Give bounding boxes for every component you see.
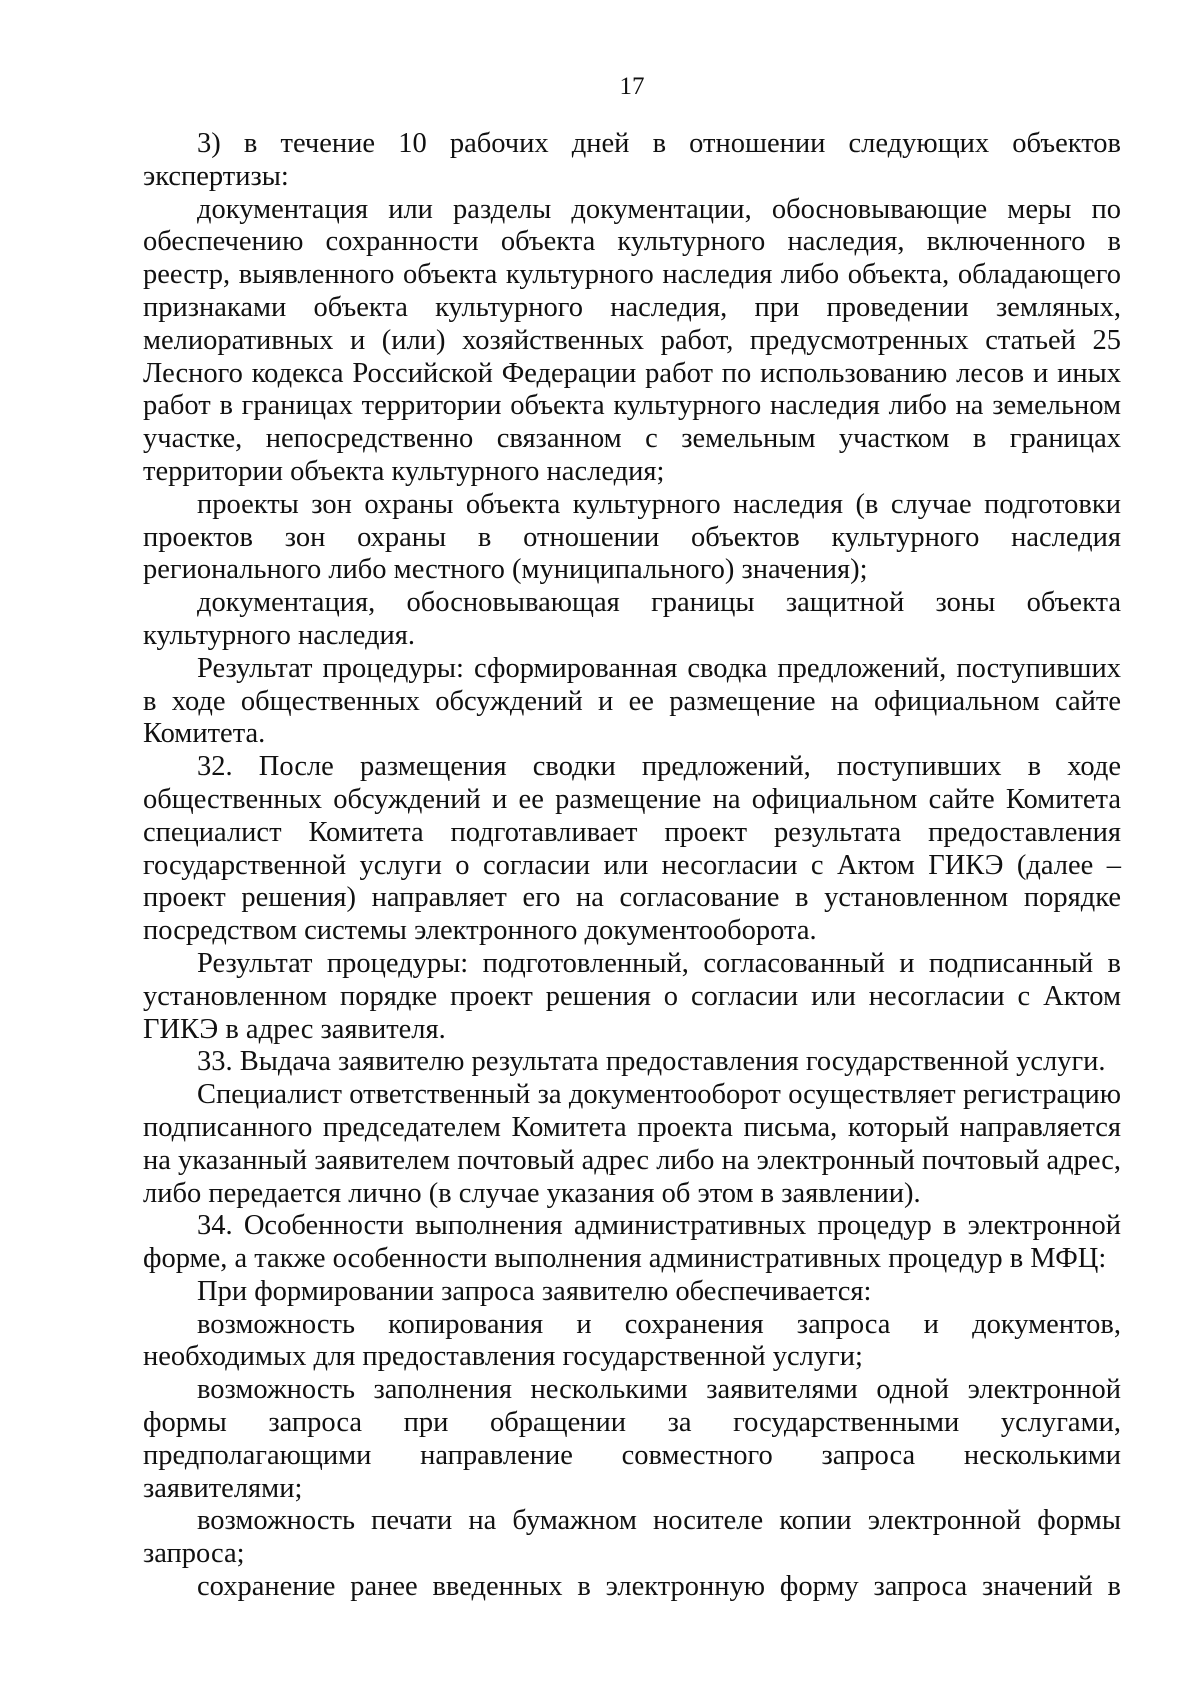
paragraph: 33. Выдача заявителю результата предоставления государственной услуги. xyxy=(197,1046,1106,1078)
paragraph: Результат процедуры: подготовленный, согласованный и подписанный в установленном порядке проект решения о согласии или несогласии с Актом ГИКЭ в адрес заявителя. xyxy=(143,947,1121,1045)
paragraph: Результат процедуры: сформированная сводка предложений, поступивших в ходе общественных обсуждений и ее размещение на официальном сайте Комитета. xyxy=(143,652,1121,750)
paragraph: возможность копирования и сохранения запроса и документов, необходимых для предоставления государственной услуги; xyxy=(143,1308,1121,1373)
paragraph: При формировании запроса заявителю обеспечивается: xyxy=(197,1275,872,1307)
paragraph: сохранение ранее введенных в электронную форму запроса значений в xyxy=(197,1571,1121,1603)
paragraph: документация, обосновывающая границы защитной зоны объекта культурного наследия. xyxy=(143,587,1121,651)
paragraph: проекты зон охраны объекта культурного наследия (в случае подготовки проектов зон охраны в отношении объектов культурного наследия регионального либо местного (муниципального) значения); xyxy=(143,488,1121,586)
paragraph: 34. Особенности выполнения административных процедур в электронной форме, а также особенности выполнения административных процедур в МФЦ: xyxy=(143,1210,1121,1275)
paragraph: возможность заполнения несколькими заявителями одной электронной формы запроса при обращении за государственными услугами, предполагающими направление совместного запроса несколькими заявителями; xyxy=(143,1374,1121,1504)
paragraph: 32. После размещения сводки предложений, поступивших в ходе общественных обсуждений и ее размещение на официальном сайте Комитета специалист Комитета подготавливает проект результата предоставления государственной услуги о согласии или несогласии с Актом ГИКЭ (далее – проект решения) направляет его на согласование в установленном порядке посредством системы электронного документооборота. xyxy=(143,751,1121,947)
page-number: 17 xyxy=(619,73,645,100)
document-body xyxy=(143,128,1121,1604)
paragraph: возможность печати на бумажном носителе копии электронной формы запроса; xyxy=(143,1505,1121,1570)
paragraph: 3) в течение 10 рабочих дней в отношении следующих объектов экспертизы: xyxy=(143,128,1121,192)
paragraph: документация или разделы документации, обосновывающие меры по обеспечению сохранности объекта культурного наследия, включенного в реестр, выявленного объекта культурного наследия либо объекта, обладающего признаками объекта культурного наследия, при проведении земляных, мелиоративных и (или) хозяйственных работ, предусмотренных статьей 25 Лесного кодекса Российской Федерации работ по использованию лесов и иных работ в границах территории объекта культурного наследия либо на земельном участке, непосредственно связанном с земельным участком в границах территории объекта культурного наследия; xyxy=(143,193,1121,487)
paragraph: Специалист ответственный за документооборот осуществляет регистрацию подписанного председателем Комитета проекта письма, который направляется на указанный заявителем почтовый адрес либо на электронный почтовый адрес, либо передается лично (в случае указания об этом в заявлении). xyxy=(143,1079,1121,1209)
